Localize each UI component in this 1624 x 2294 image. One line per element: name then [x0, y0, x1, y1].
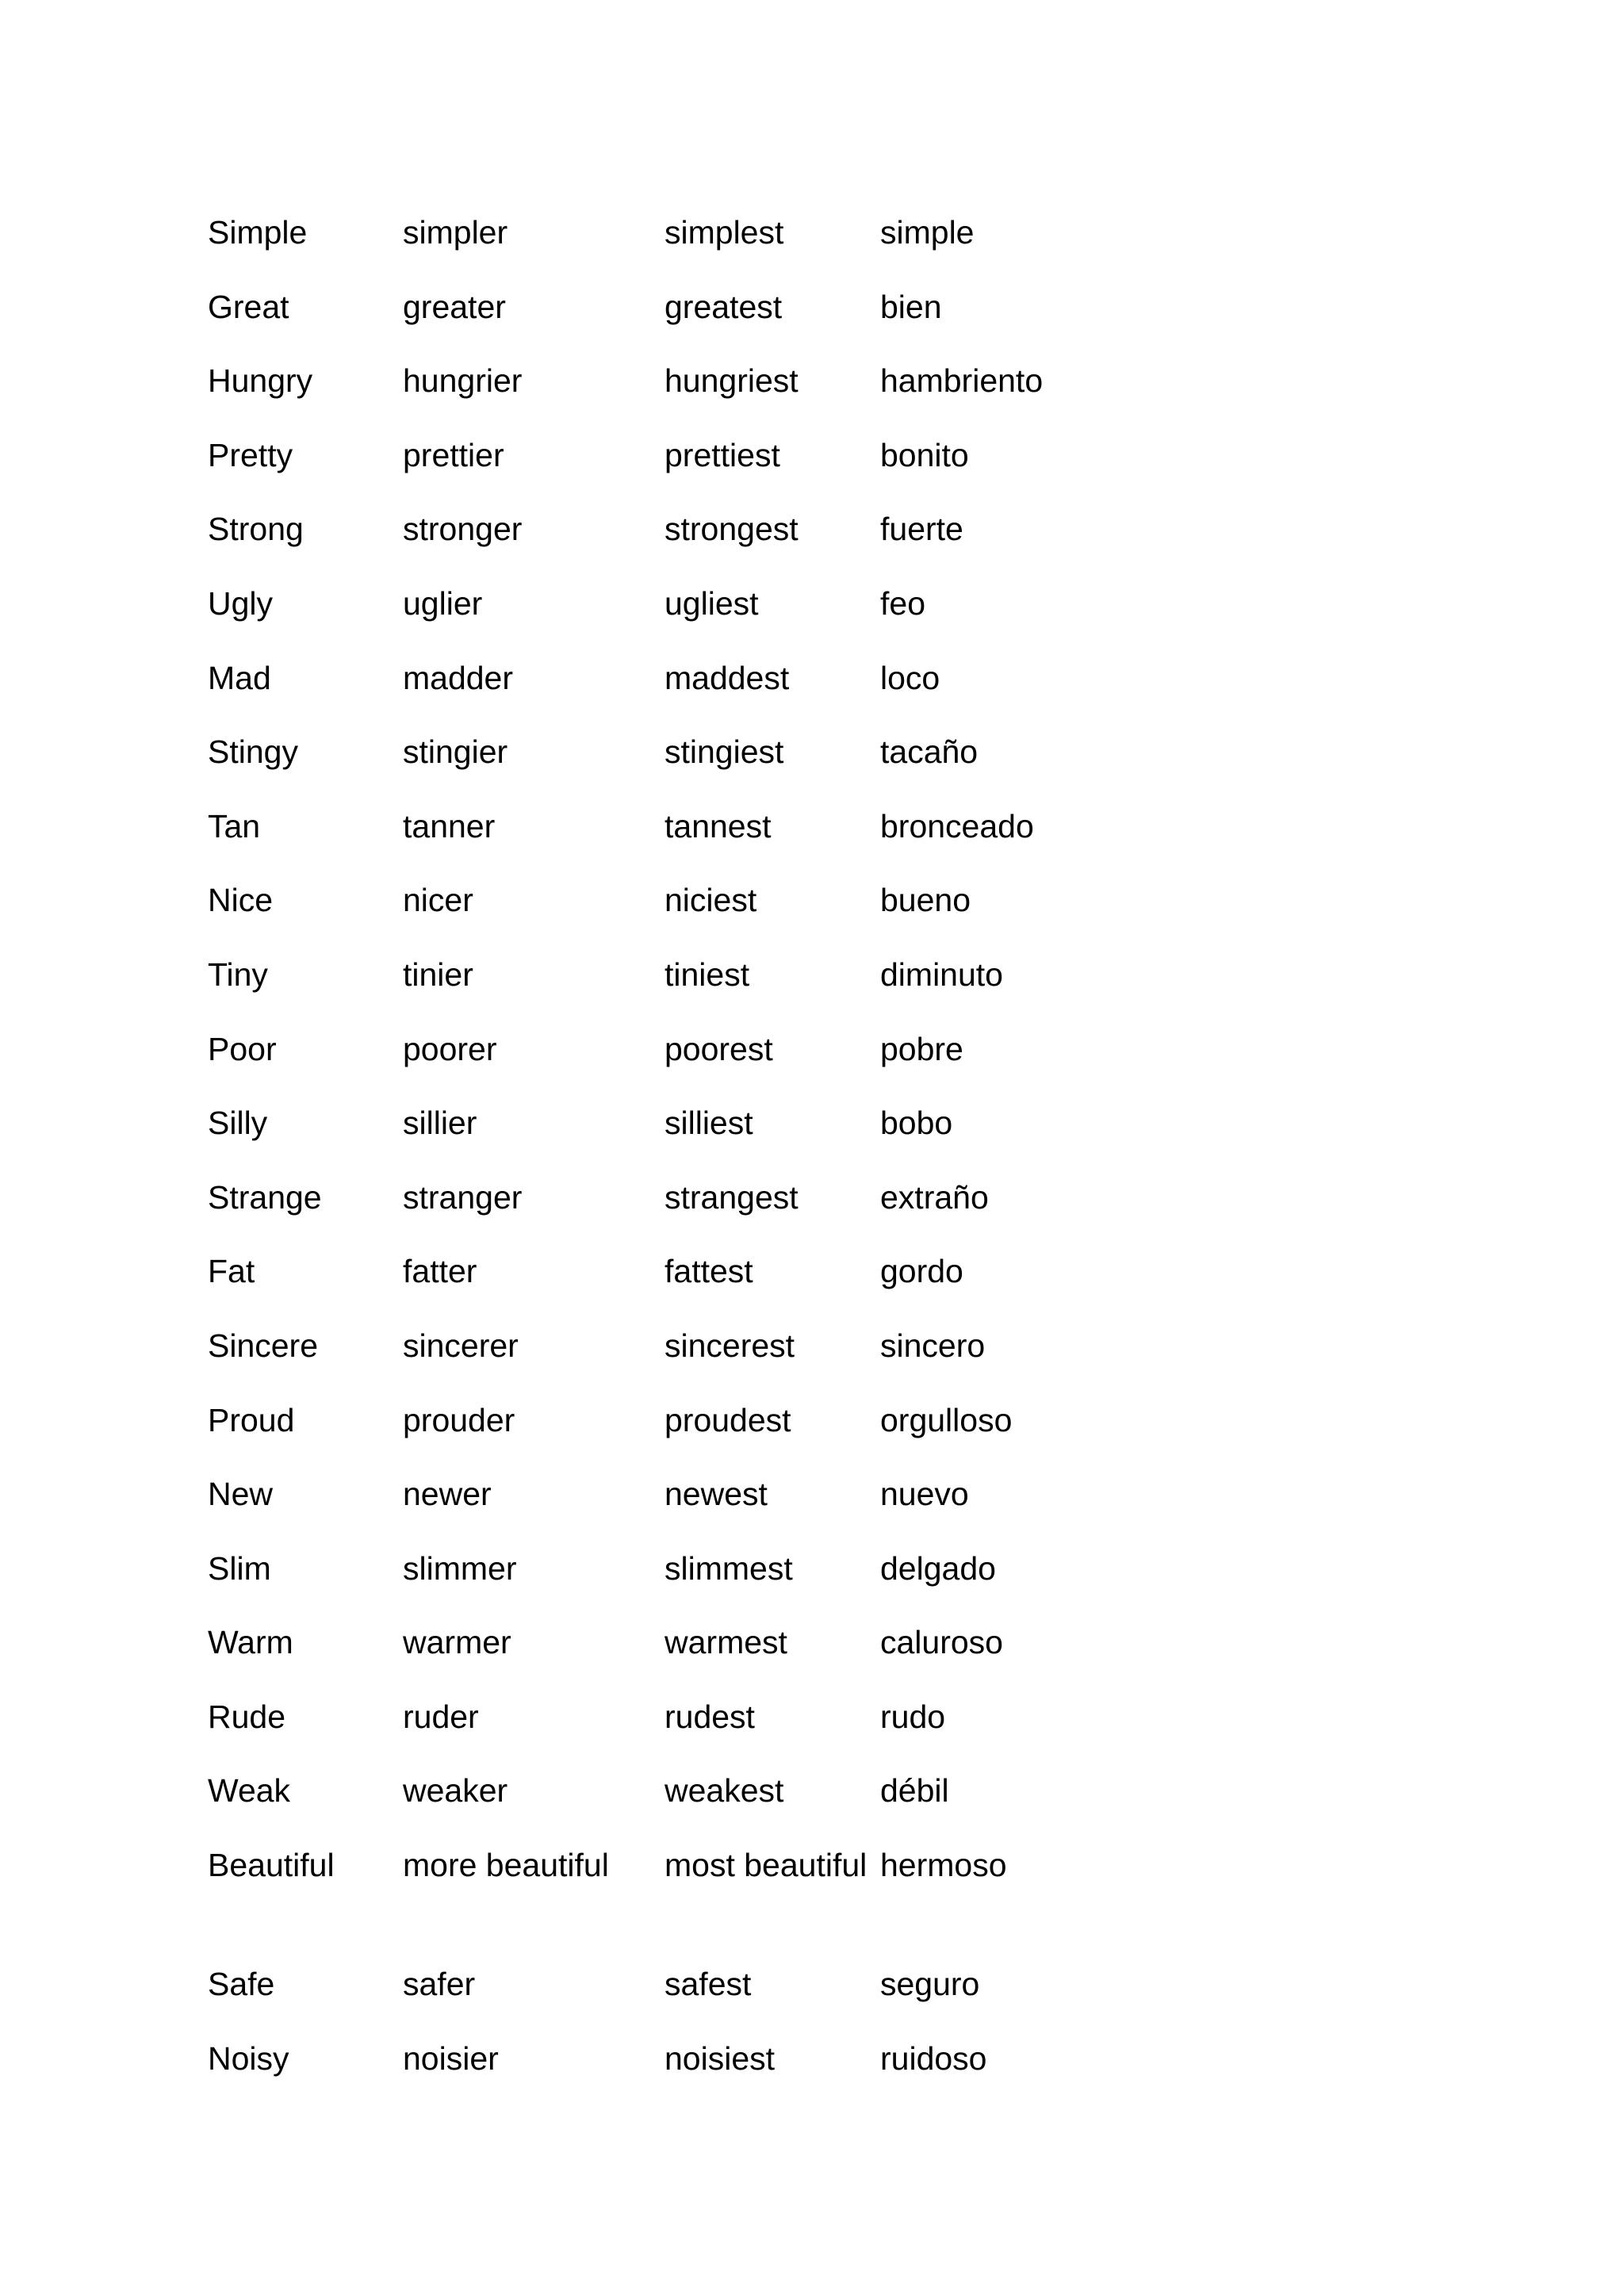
table-row: [208, 1245, 1118, 1319]
table-row: [208, 1171, 1118, 1246]
base-adjective: Noisy: [208, 2039, 289, 2077]
table-row: [208, 2032, 1118, 2107]
base-adjective: Tan: [208, 807, 261, 844]
table-row: [208, 948, 1118, 1023]
spanish-translation: hambriento: [880, 362, 1044, 400]
comparative-form: greater: [403, 288, 506, 325]
superlative-form: newest: [665, 1476, 768, 1513]
comparative-form: simpler: [403, 214, 508, 251]
table-row: [208, 281, 1118, 355]
table-row: [208, 1839, 1118, 1958]
superlative-form: strangest: [665, 1178, 799, 1216]
comparative-form: sillier: [403, 1105, 477, 1142]
adjective-comparison-table: [208, 206, 1118, 2106]
comparative-form: uglier: [403, 584, 483, 622]
spanish-translation: orgulloso: [880, 1401, 1013, 1438]
base-adjective: Safe: [208, 1966, 275, 2003]
comparative-form: stronger: [403, 511, 523, 548]
table-row: [208, 1616, 1118, 1691]
comparative-form: prettier: [403, 436, 504, 473]
comparative-form: tinier: [403, 956, 473, 993]
comparative-form: ruder: [403, 1698, 479, 1735]
table-row: [208, 354, 1118, 429]
spanish-translation: caluroso: [880, 1624, 1003, 1661]
superlative-form: stingiest: [665, 733, 784, 771]
comparative-form: stranger: [403, 1178, 523, 1216]
spanish-translation: loco: [880, 659, 940, 696]
comparative-form: slimmer: [403, 1549, 517, 1587]
table-row: [208, 206, 1118, 281]
comparative-form: fatter: [403, 1253, 477, 1290]
table-row: [208, 1468, 1118, 1542]
spanish-translation: gordo: [880, 1253, 963, 1290]
spanish-translation: sincero: [880, 1327, 986, 1364]
comparative-form: sincerer: [403, 1327, 519, 1364]
comparative-form: poorer: [403, 1030, 497, 1067]
spanish-translation: pobre: [880, 1030, 963, 1067]
superlative-form: slimmest: [665, 1549, 793, 1587]
superlative-form: tiniest: [665, 956, 750, 993]
spanish-translation: extraño: [880, 1178, 989, 1216]
base-adjective: Slim: [208, 1549, 271, 1587]
table-row: [208, 800, 1118, 875]
spanish-translation: feo: [880, 584, 925, 622]
spanish-translation: hermoso: [880, 1847, 1007, 1884]
spanish-translation: bueno: [880, 882, 971, 919]
superlative-form: ugliest: [665, 584, 759, 622]
spanish-translation: delgado: [880, 1549, 996, 1587]
superlative-form: maddest: [665, 659, 790, 696]
spanish-translation: bobo: [880, 1105, 953, 1142]
table-row: [208, 1319, 1118, 1394]
superlative-form: hungriest: [665, 362, 799, 400]
comparative-form: stingier: [403, 733, 508, 771]
comparative-form: tanner: [403, 807, 496, 844]
superlative-form: most beautiful: [665, 1847, 868, 1884]
comparative-form: noisier: [403, 2039, 499, 2077]
superlative-form: fattest: [665, 1253, 753, 1290]
superlative-form: tannest: [665, 807, 772, 844]
table-row: [208, 503, 1118, 577]
comparative-form: weaker: [403, 1772, 508, 1810]
table-row: [208, 1764, 1118, 1839]
base-adjective: Mad: [208, 659, 271, 696]
superlative-form: niciest: [665, 882, 757, 919]
base-adjective: Proud: [208, 1401, 295, 1438]
spanish-translation: bonito: [880, 436, 969, 473]
table-row: [208, 1394, 1118, 1469]
base-adjective: Hungry: [208, 362, 313, 400]
superlative-form: proudest: [665, 1401, 791, 1438]
base-adjective: Ugly: [208, 584, 274, 622]
spanish-translation: simple: [880, 214, 975, 251]
base-adjective: Beautiful: [208, 1847, 335, 1884]
spanish-translation: diminuto: [880, 956, 1003, 993]
base-adjective: Poor: [208, 1030, 277, 1067]
base-adjective: Warm: [208, 1624, 293, 1661]
superlative-form: strongest: [665, 511, 799, 548]
table-row: [208, 1958, 1118, 2032]
table-row: [208, 1023, 1118, 1097]
spanish-translation: nuevo: [880, 1476, 969, 1513]
base-adjective: New: [208, 1476, 274, 1513]
table-row: [208, 1542, 1118, 1617]
comparative-form: newer: [403, 1476, 492, 1513]
table-row: [208, 429, 1118, 504]
spanish-translation: bronceado: [880, 807, 1034, 844]
comparative-form: safer: [403, 1966, 476, 2003]
spanish-translation: rudo: [880, 1698, 946, 1735]
superlative-form: poorest: [665, 1030, 773, 1067]
table-row: [208, 1691, 1118, 1765]
base-adjective: Strange: [208, 1178, 322, 1216]
spanish-translation: seguro: [880, 1966, 980, 2003]
base-adjective: Rude: [208, 1698, 286, 1735]
spanish-translation: ruidoso: [880, 2039, 987, 2077]
superlative-form: warmest: [665, 1624, 787, 1661]
superlative-form: simplest: [665, 214, 784, 251]
superlative-form: greatest: [665, 288, 783, 325]
comparative-form: hungrier: [403, 362, 523, 400]
comparative-form: warmer: [403, 1624, 511, 1661]
superlative-form: safest: [665, 1966, 752, 2003]
table-row: [208, 726, 1118, 800]
spanish-translation: bien: [880, 288, 942, 325]
table-row: [208, 577, 1118, 652]
comparative-form: madder: [403, 659, 514, 696]
base-adjective: Stingy: [208, 733, 298, 771]
base-adjective: Simple: [208, 214, 308, 251]
base-adjective: Silly: [208, 1105, 268, 1142]
superlative-form: rudest: [665, 1698, 755, 1735]
comparative-form: prouder: [403, 1401, 515, 1438]
base-adjective: Tiny: [208, 956, 268, 993]
base-adjective: Pretty: [208, 436, 293, 473]
superlative-form: sincerest: [665, 1327, 795, 1364]
base-adjective: Fat: [208, 1253, 255, 1290]
superlative-form: silliest: [665, 1105, 753, 1142]
table-row: [208, 652, 1118, 726]
spanish-translation: fuerte: [880, 511, 963, 548]
base-adjective: Strong: [208, 511, 304, 548]
spanish-translation: débil: [880, 1772, 949, 1810]
base-adjective: Sincere: [208, 1327, 319, 1364]
table-row: [208, 1097, 1118, 1171]
base-adjective: Great: [208, 288, 289, 325]
comparative-form: nicer: [403, 882, 473, 919]
comparative-form: more beautiful: [403, 1847, 609, 1884]
superlative-form: weakest: [665, 1772, 784, 1810]
base-adjective: Nice: [208, 882, 274, 919]
superlative-form: noisiest: [665, 2039, 776, 2077]
base-adjective: Weak: [208, 1772, 291, 1810]
spanish-translation: tacaño: [880, 733, 979, 771]
superlative-form: prettiest: [665, 436, 780, 473]
table-row: [208, 874, 1118, 948]
